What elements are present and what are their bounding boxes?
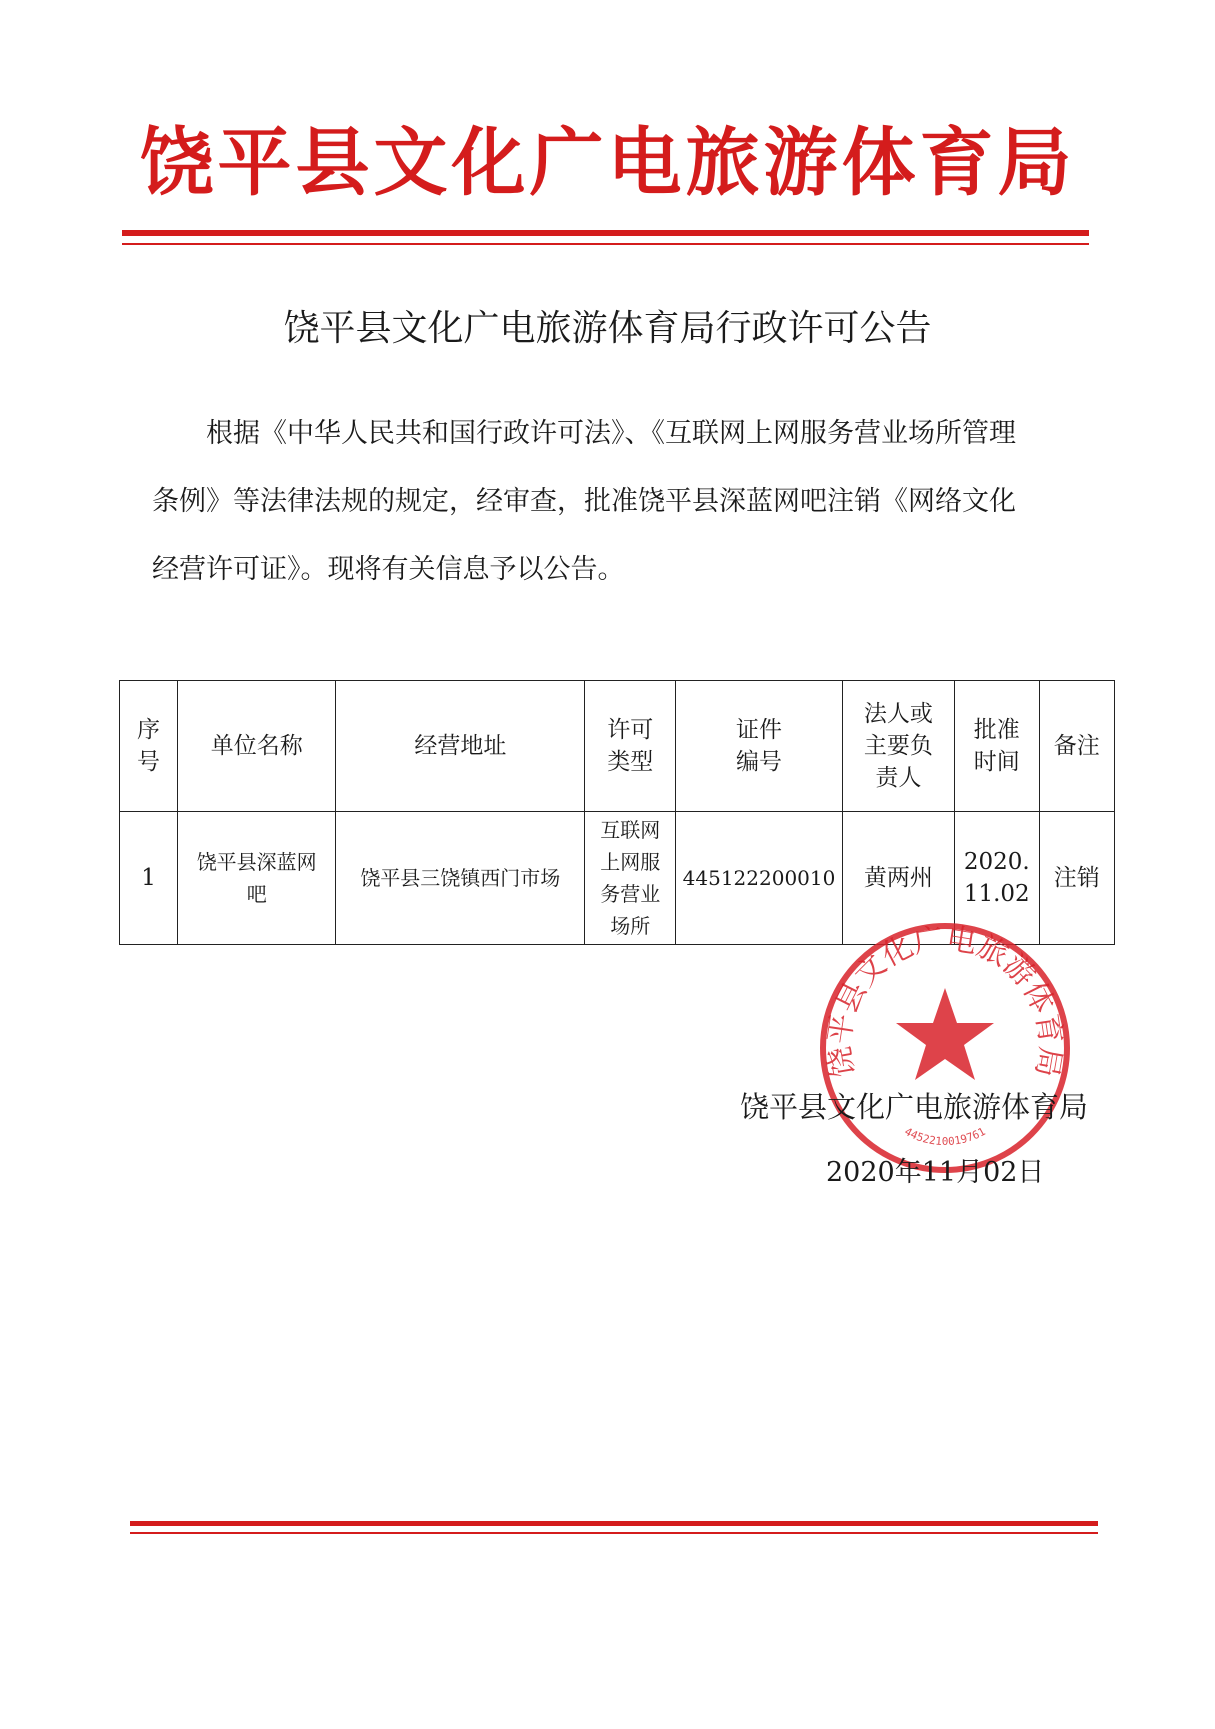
body-line-2: 条例》等法律法规的规定，经审查，批准饶平县深蓝网吧注销《网络文化 bbox=[152, 486, 1016, 517]
header-person-part3: 责人 bbox=[875, 765, 922, 791]
seal-star-icon bbox=[896, 988, 994, 1080]
footer-rule-thin bbox=[130, 1532, 1098, 1534]
header-no bbox=[120, 681, 178, 812]
cell-note: 注销 bbox=[1039, 812, 1114, 945]
header-type-part2: 类型 bbox=[607, 749, 654, 775]
cell-address: 饶平县三饶镇西门市场 bbox=[336, 812, 585, 945]
announcement-body bbox=[152, 400, 1087, 604]
header-type bbox=[585, 681, 676, 812]
header-date-part2: 时间 bbox=[973, 749, 1020, 775]
cell-name-part2: 吧 bbox=[246, 882, 267, 906]
permit-table bbox=[119, 680, 1115, 945]
cell-name-part1: 饶平县深蓝网 bbox=[196, 850, 317, 874]
header-type-part1: 许可 bbox=[607, 717, 654, 743]
header-note: 备注 bbox=[1039, 681, 1114, 812]
header-date bbox=[954, 681, 1039, 812]
header-person-part2: 主要负 bbox=[863, 733, 933, 759]
cell-date-part1: 2020. bbox=[963, 849, 1030, 875]
signature-date: 2020年11月02日 bbox=[826, 1157, 1045, 1188]
table-header-row bbox=[120, 681, 1115, 812]
seal-arc-text: 饶平县文化广电旅游体育局 bbox=[822, 921, 1068, 1080]
cell-type bbox=[585, 812, 676, 945]
signature-org: 饶平县文化广电旅游体育局 bbox=[740, 1090, 1089, 1124]
header-address: 经营地址 bbox=[336, 681, 585, 812]
official-seal bbox=[815, 918, 1075, 1178]
body-line-1: 根据《中华人民共和国行政许可法》、《互联网上网服务营业场所管理 bbox=[206, 418, 1016, 449]
header-name: 单位名称 bbox=[178, 681, 336, 812]
cell-type-part3: 务营业 bbox=[600, 882, 661, 906]
cell-person: 黄两州 bbox=[842, 812, 954, 945]
body-line-3: 经营许可证》。现将有关信息予以公告。 bbox=[152, 554, 625, 585]
seal-code: 4452210019761 bbox=[902, 1124, 988, 1149]
header-cert-part1: 证件 bbox=[736, 717, 782, 743]
cell-type-part4: 场所 bbox=[610, 914, 651, 938]
cell-date-part2: 11.02 bbox=[963, 881, 1030, 907]
header-cert-part2: 编号 bbox=[736, 749, 782, 775]
masthead: 饶平县文化广电旅游体育局 bbox=[139, 120, 1076, 206]
cell-name bbox=[178, 812, 336, 945]
header-no-part2: 号 bbox=[137, 749, 161, 775]
header-person-part1: 法人或 bbox=[863, 701, 933, 727]
header-date-part1: 批准 bbox=[973, 717, 1020, 743]
document-title: 饶平县文化广电旅游体育局行政许可公告 bbox=[283, 308, 932, 349]
cell-type-part2: 上网服 bbox=[600, 850, 661, 874]
cell-no: 1 bbox=[120, 812, 178, 945]
masthead-rule-thick bbox=[122, 230, 1089, 236]
header-cert bbox=[676, 681, 843, 812]
header-no-part1: 序 bbox=[137, 717, 161, 743]
masthead-rule-thin bbox=[122, 243, 1089, 245]
cell-type-part1: 互联网 bbox=[600, 818, 661, 842]
cell-cert: 445122200010 bbox=[676, 812, 843, 945]
header-person bbox=[842, 681, 954, 812]
footer-rule-thick bbox=[130, 1521, 1098, 1526]
